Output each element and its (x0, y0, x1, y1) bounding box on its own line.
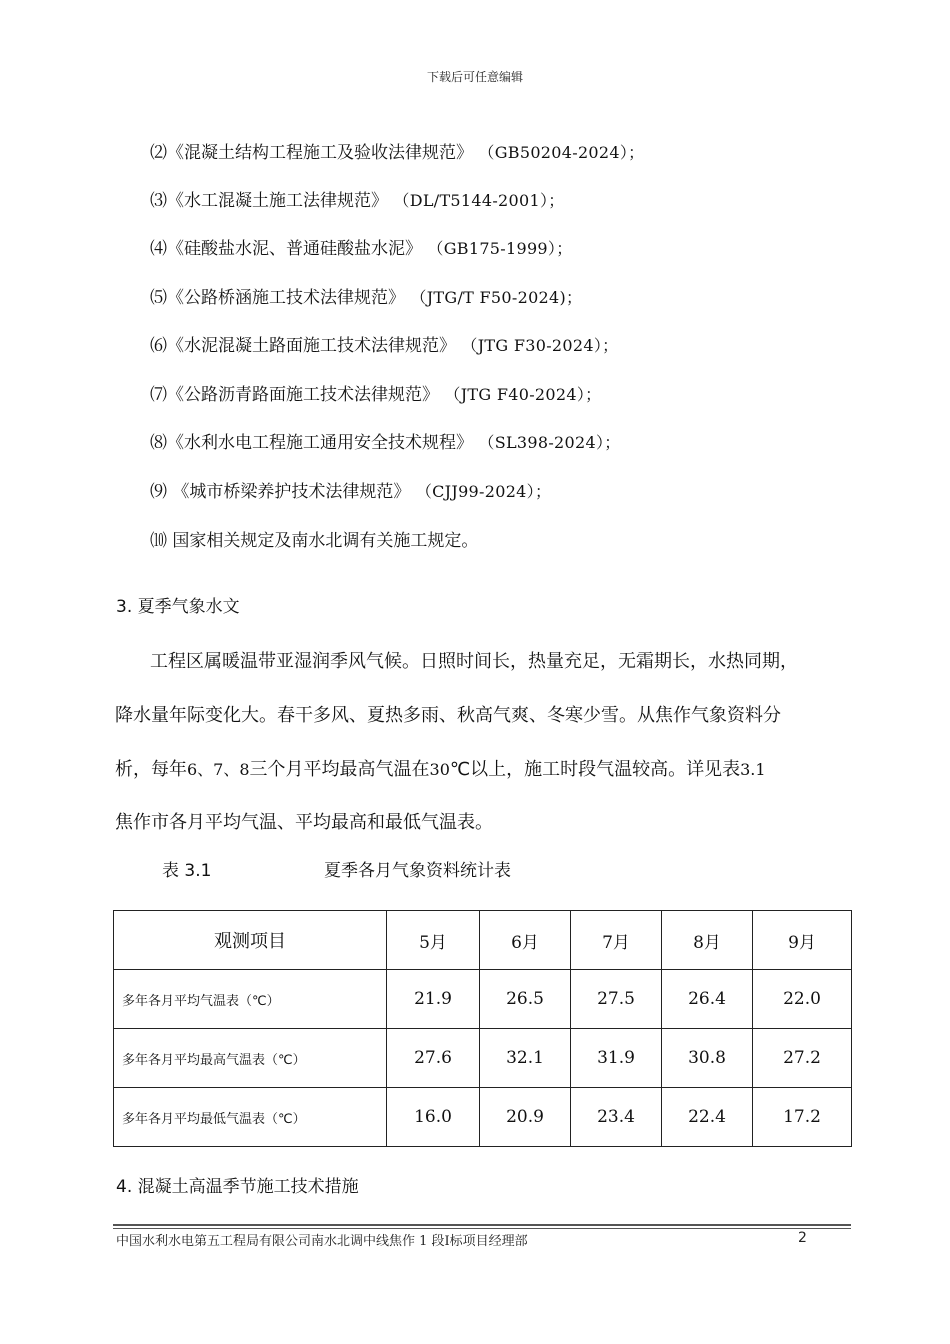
page-number: 2 (798, 1230, 807, 1246)
column-header: 7月 (571, 911, 662, 970)
column-header: 9月 (753, 911, 852, 970)
reference-number: ⑷ (150, 239, 167, 259)
table-cell: 23.4 (571, 1088, 662, 1147)
table-cell: 27.2 (753, 1029, 852, 1088)
paragraph-line: 焦作市各月平均气温、平均最高和最低气温表。 (115, 812, 493, 833)
reference-code: （SL398-2024）； (478, 433, 621, 452)
text-run: ℃以上，施工时段气温较高。详见表 (449, 759, 741, 780)
reference-code: （GB50204-2024）； (478, 143, 645, 162)
text-run: 析，每年 (115, 759, 187, 780)
column-header: 观测项目 (114, 911, 387, 970)
reference-item (150, 331, 618, 356)
reference-item (150, 138, 644, 163)
reference-code: （GB175-1999）； (427, 239, 573, 258)
column-header: 5月 (387, 911, 480, 970)
page-header: 下载后可任意编辑 (426, 70, 523, 84)
reference-code: （DL/T5144-2001）； (393, 191, 565, 210)
table-cell: 26.4 (662, 970, 753, 1029)
reference-title: 《公路沥青路面施工技术法律规范》 (167, 385, 439, 405)
section-3-title: 3. 夏季气象水文 (116, 597, 240, 617)
reference-item (150, 526, 478, 551)
reference-number: ⑸ (150, 288, 167, 308)
reference-title: 《水工混凝土施工法律规范》 (167, 191, 388, 211)
table-header-row (114, 911, 852, 970)
reference-code: （JTG F30-2024）； (461, 336, 619, 355)
table-caption-title: 夏季各月气象资料统计表 (324, 861, 511, 881)
row-label: 多年各月平均最高气温表（℃） (114, 1029, 387, 1088)
reference-number: ⑽ (150, 531, 167, 551)
footer-text: 中国水利水电第五工程局有限公司南水北调中线焦作 1 段Ⅰ标项目经理部 (116, 1234, 528, 1249)
reference-item (150, 234, 573, 259)
reference-code: （CJJ99-2024）； (415, 482, 552, 501)
paragraph-line (115, 755, 863, 781)
paragraph-line: 工程区属暖温带亚湿润季风气候。日照时间长，热量充足，无霜期长，水热同期， (150, 651, 798, 672)
reference-code: （JTG/T F50-2024)； (410, 288, 583, 307)
reference-item (150, 186, 565, 211)
table-cell: 27.5 (571, 970, 662, 1029)
reference-title: 国家相关规定及南水北调有关施工规定。 (167, 531, 479, 551)
table-cell: 22.0 (753, 970, 852, 1029)
section-4-title: 4. 混凝土高温季节施工技术措施 (116, 1177, 359, 1197)
reference-title: 《水泥混凝土路面施工技术法律规范》 (167, 336, 456, 356)
text-run: 3.1 (740, 760, 766, 779)
reference-title: 《水利水电工程施工通用安全技术规程》 (167, 433, 473, 453)
table-cell: 17.2 (753, 1088, 852, 1147)
text-run: 6、7、8 (187, 760, 250, 779)
reference-title: 《公路桥涵施工技术法律规范》 (167, 288, 405, 308)
row-label: 多年各月平均最低气温表（℃） (114, 1088, 387, 1147)
row-label: 多年各月平均气温表（℃） (114, 970, 387, 1029)
table-cell: 30.8 (662, 1029, 753, 1088)
reference-item (150, 428, 621, 453)
reference-title: 《硅酸盐水泥、普通硅酸盐水泥》 (167, 239, 422, 259)
paragraph-line: 降水量年际变化大。春干多风、夏热多雨、秋高气爽、冬寒少雪。从焦作气象资料分 (115, 705, 781, 726)
reference-item (150, 283, 582, 308)
table-cell: 26.5 (480, 970, 571, 1029)
footer-rule (113, 1228, 851, 1229)
table-cell: 32.1 (480, 1029, 571, 1088)
text-run: 30 (429, 760, 450, 779)
reference-number: ⑼ (150, 482, 167, 502)
reference-title: 《混凝土结构工程施工及验收法律规范》 (167, 143, 473, 163)
table-cell: 22.4 (662, 1088, 753, 1147)
reference-number: ⑵ (150, 143, 167, 163)
table-cell: 21.9 (387, 970, 480, 1029)
column-header: 6月 (480, 911, 571, 970)
table-row (114, 970, 852, 1029)
table-cell: 16.0 (387, 1088, 480, 1147)
table-row (114, 1029, 852, 1088)
text-run: 三个月平均最高气温在 (249, 759, 430, 780)
table-caption-number: 表 3.1 (162, 861, 212, 881)
table-row (114, 1088, 852, 1147)
table-cell: 27.6 (387, 1029, 480, 1088)
reference-number: ⑻ (150, 433, 167, 453)
column-header: 8月 (662, 911, 753, 970)
reference-item (150, 380, 601, 405)
footer-rule (113, 1224, 851, 1226)
reference-number: ⑺ (150, 385, 167, 405)
reference-title: 《城市桥梁养护技术法律规范》 (167, 482, 411, 502)
table-cell: 20.9 (480, 1088, 571, 1147)
reference-number: ⑹ (150, 336, 167, 356)
reference-item (150, 477, 551, 502)
weather-table (113, 910, 852, 1147)
table-cell: 31.9 (571, 1029, 662, 1088)
reference-code: （JTG F40-2024）； (444, 385, 602, 404)
reference-number: ⑶ (150, 191, 167, 211)
